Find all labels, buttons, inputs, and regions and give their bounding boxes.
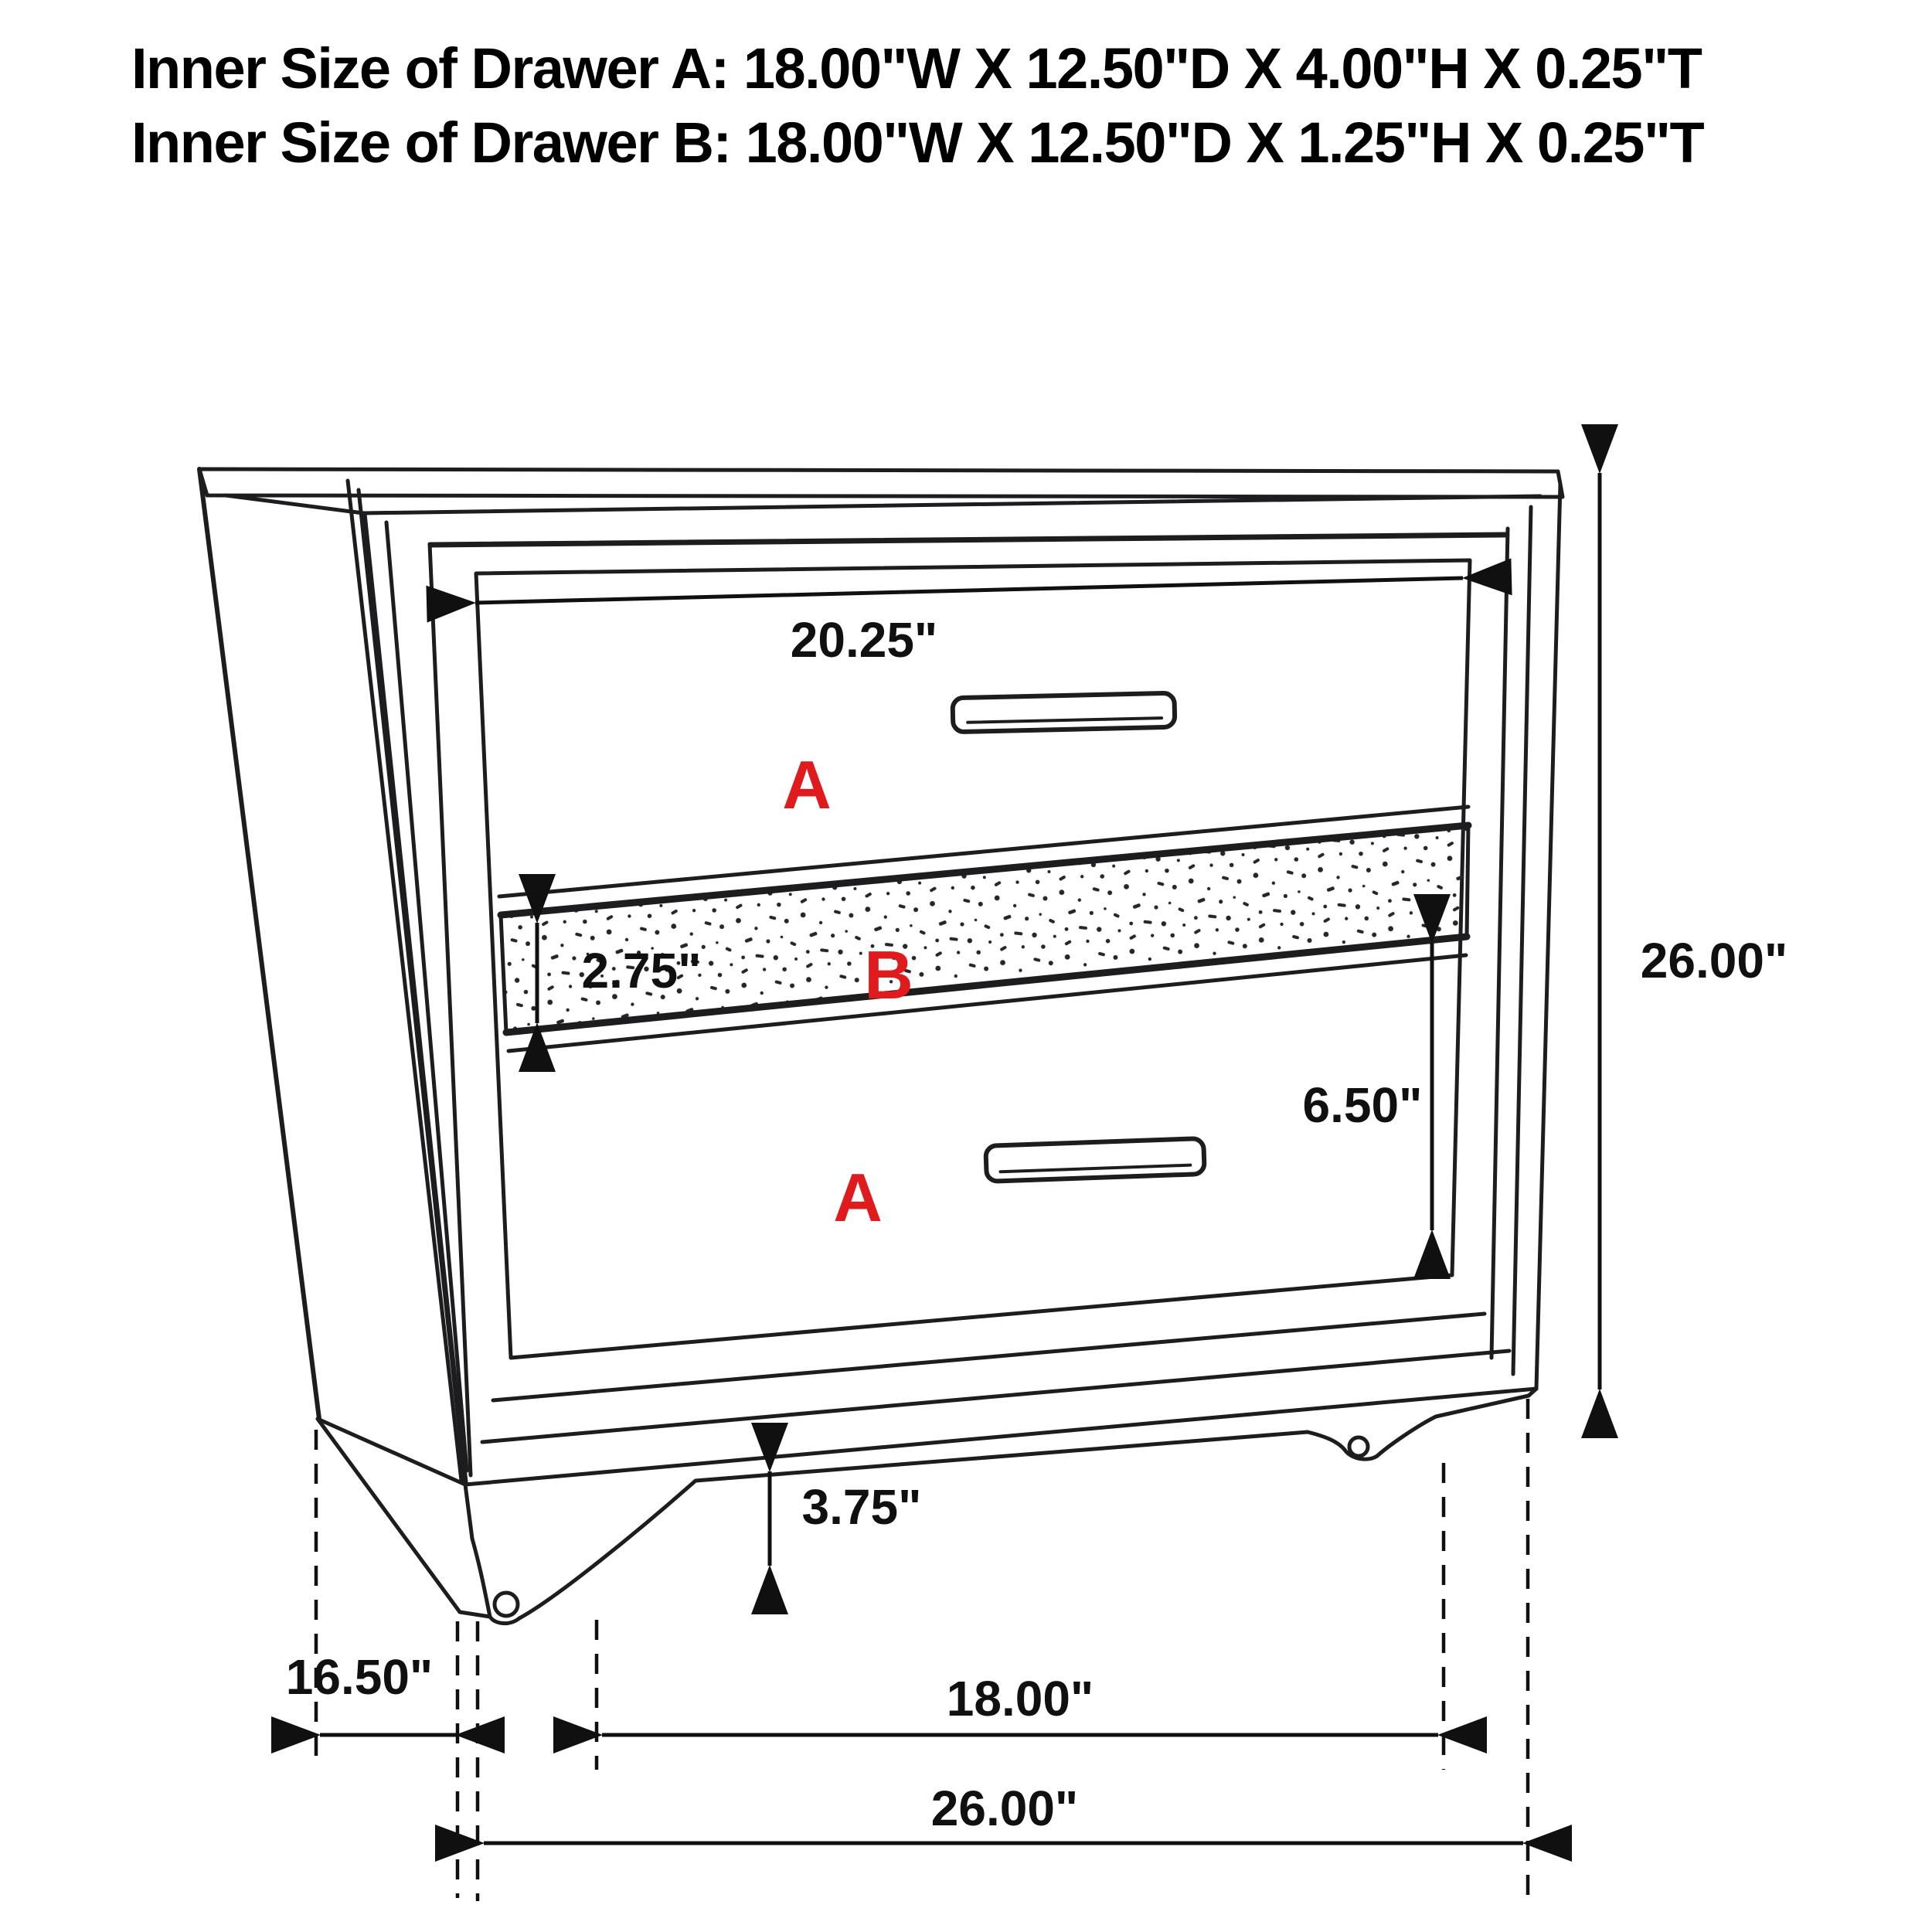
dimension-labels [286,612,1788,1836]
dimension-lines [320,473,1600,1843]
label-drawer-b: B [864,937,913,1013]
label-feet-inner-width: 18.00" [946,1671,1094,1726]
label-drawer-a-top: A [782,747,832,823]
frame-outer-bottom-edge [465,1389,1536,1485]
frame-right-bevel-2 [1492,529,1508,1358]
drawer-a-bottom-handle [985,1138,1204,1182]
right-foot-scroll [1349,1437,1368,1456]
header [131,36,1705,175]
label-overall-height: 26.00" [1640,933,1788,988]
side-front-joint-line-1 [348,481,461,1481]
label-drawer-width: 20.25" [790,612,938,668]
drawer-a-top-handle [952,693,1175,732]
header-drawer-a-spec: Inner Size of Drawer A: 18.00"W X 12.50"D X 4.00"H X 0.25"T [131,36,1702,100]
dim-line-drawer-width [475,578,1463,603]
frame-top-bevel-2 [431,535,1505,545]
frame-bottom-bevel-1 [493,1314,1485,1400]
label-lower-inner-height: 6.50" [1302,1077,1423,1133]
frame-left-bevel-1 [386,522,467,1471]
frame-outer-right-edge [1536,484,1560,1389]
drawer-b-face [501,825,1468,1032]
side-panel-left-edge [199,469,319,1419]
label-drawer-a-bottom: A [833,1159,883,1236]
label-foot-height: 3.75" [801,1479,922,1535]
base-side-edge [318,1419,460,1612]
top-miter-line [226,495,363,513]
left-foot-bottom [460,1612,490,1617]
header-drawer-b-spec: Inner Size of Drawer B: 18.00"W X 12.50"D X 1.25"H X 0.25"T [131,111,1704,175]
base-left-edge [465,1485,472,1539]
extension-lines [316,1399,1528,1901]
frame-bottom-bevel-2 [482,1351,1509,1442]
frame-right-bevel-1 [1513,507,1531,1374]
cabinet-top-panel [199,469,1563,497]
frame-top-bevel-1 [363,496,1540,513]
label-side-depth: 16.50" [285,1649,434,1705]
label-drawer-b-height: 2.75" [581,943,702,998]
left-foot-scroll [495,1593,518,1616]
label-overall-width: 26.00" [930,1781,1079,1836]
